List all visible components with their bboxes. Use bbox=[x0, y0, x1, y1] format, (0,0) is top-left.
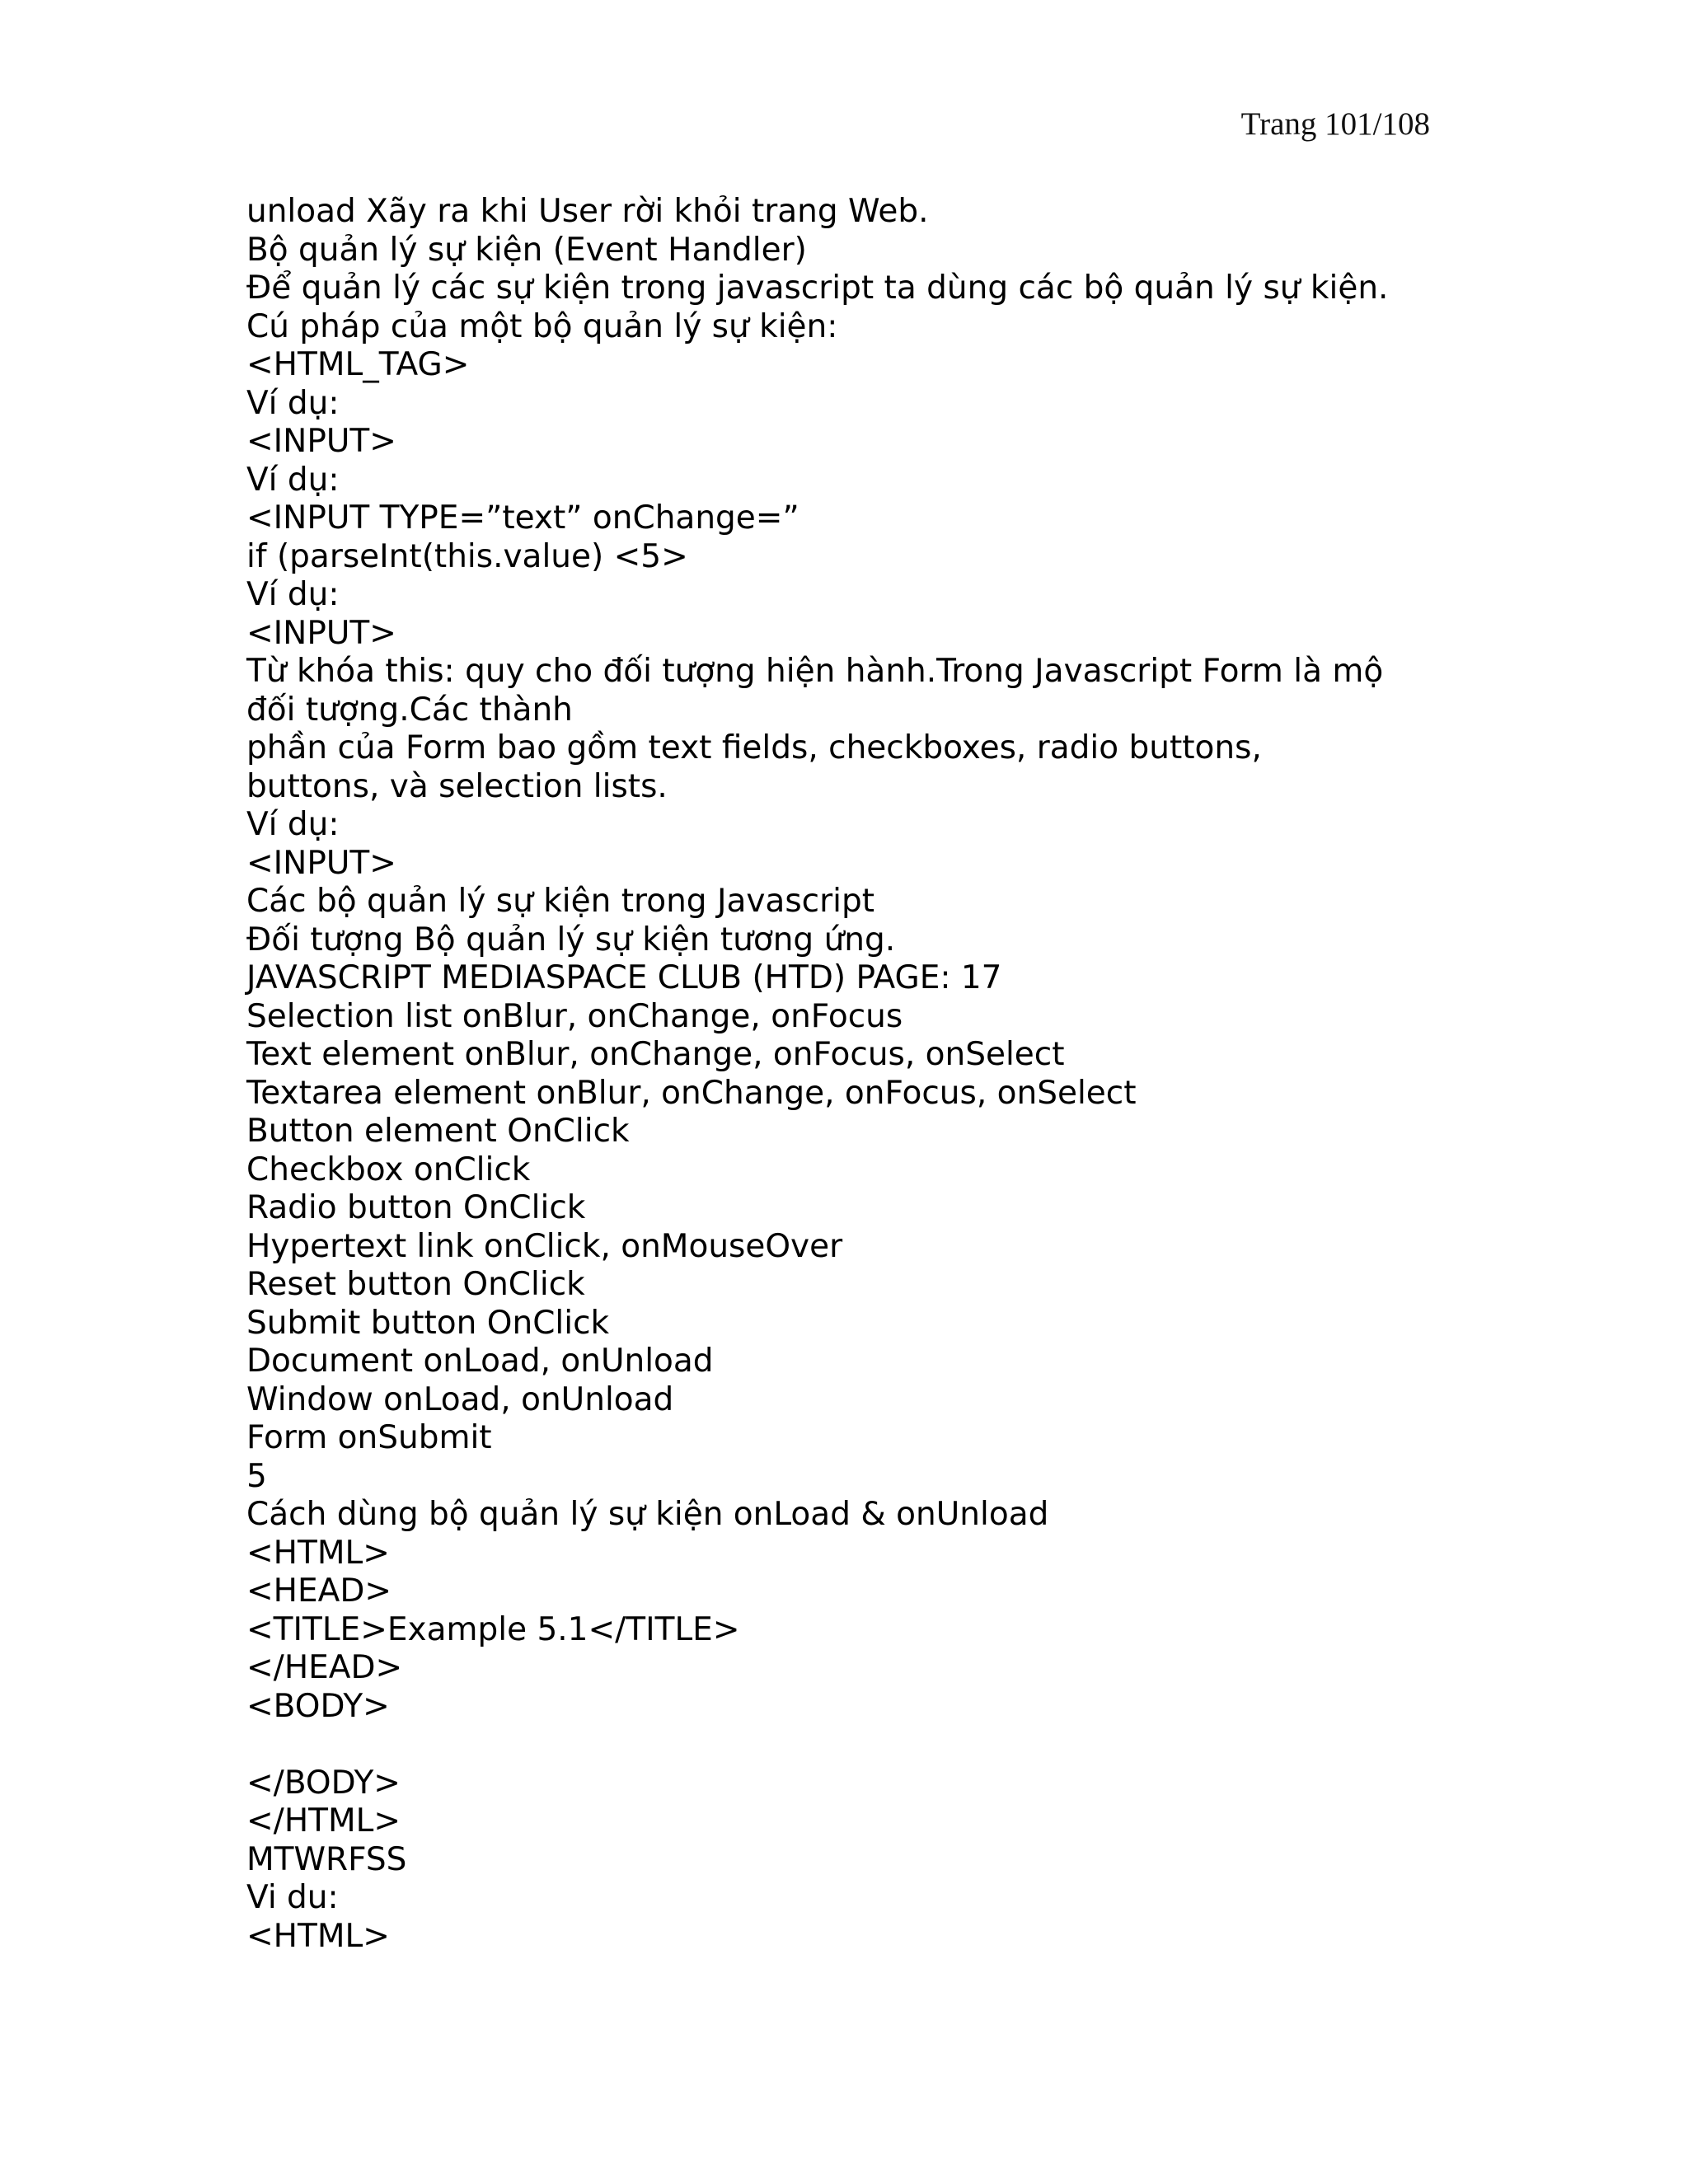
text-line: Vi du: bbox=[246, 1879, 339, 1916]
text-line: <INPUT> bbox=[246, 844, 396, 882]
text-line: <INPUT> bbox=[246, 614, 396, 652]
text-line: if (parseInt(this.value) <5> bbox=[246, 537, 688, 575]
text-line: </HTML> bbox=[246, 1802, 401, 1840]
text-line: <INPUT> bbox=[246, 423, 396, 460]
text-line: Từ khóa this: quy cho đối tượng hiện hành.Trong Javascript Form là mộ bbox=[246, 653, 1384, 690]
text-line: </BODY> bbox=[246, 1764, 401, 1802]
text-line: Cú pháp của một bộ quản lý sự kiện: bbox=[246, 307, 838, 345]
text-line: Bộ quản lý sự kiện (Event Handler) bbox=[246, 231, 807, 269]
text-line: đối tượng.Các thành bbox=[246, 691, 573, 729]
text-line: Checkbox onClick bbox=[246, 1151, 531, 1188]
text-line: Selection list onBlur, onChange, onFocus bbox=[246, 997, 903, 1035]
text-line: unload Xãy ra khi User rời khỏi trang Web. bbox=[246, 193, 929, 230]
text-line: <INPUT TYPE=”text” onChange=” bbox=[246, 499, 799, 537]
blank-line bbox=[246, 1726, 1442, 1765]
text-line: Ví dụ: bbox=[246, 461, 340, 499]
text-line: Radio button OnClick bbox=[246, 1189, 586, 1226]
text-line: Text element onBlur, onChange, onFocus, onSelect bbox=[246, 1036, 1065, 1073]
text-line: <HEAD> bbox=[246, 1572, 392, 1610]
text-line: MTWRFSS bbox=[246, 1840, 407, 1878]
text-line: <TITLE>Example 5.1</TITLE> bbox=[246, 1610, 740, 1648]
text-line: Các bộ quản lý sự kiện trong Javascript bbox=[246, 883, 875, 920]
text-line: <HTML> bbox=[246, 1534, 390, 1572]
text-line: <BODY> bbox=[246, 1687, 390, 1725]
text-line: phần của Form bao gồm text fields, checkboxes, radio buttons, bbox=[246, 729, 1262, 766]
text-line: <HTML> bbox=[246, 1917, 390, 1955]
text-line: Ví dụ: bbox=[246, 384, 340, 422]
text-line: Đối tượng Bộ quản lý sự kiện tương ứng. bbox=[246, 921, 896, 958]
text-line: Reset button OnClick bbox=[246, 1266, 585, 1303]
text-line: JAVASCRIPT MEDIASPACE CLUB (HTD) PAGE: 17 bbox=[246, 959, 1002, 996]
page-body bbox=[246, 193, 1442, 1956]
text-line: </HEAD> bbox=[246, 1649, 403, 1686]
text-line: Window onLoad, onUnload bbox=[246, 1380, 674, 1418]
text-line: Cách dùng bộ quản lý sự kiện onLoad & onUnload bbox=[246, 1496, 1049, 1533]
text-line: Hypertext link onClick, onMouseOver bbox=[246, 1227, 843, 1265]
text-line: buttons, và selection lists. bbox=[246, 767, 668, 805]
text-line: Form onSubmit bbox=[246, 1419, 492, 1456]
text-line: Textarea element onBlur, onChange, onFocus, onSelect bbox=[246, 1074, 1137, 1112]
text-line: Để quản lý các sự kiện trong javascript ta dùng các bộ quản lý sự kiện. bbox=[246, 269, 1389, 307]
text-line: Button element OnClick bbox=[246, 1113, 630, 1150]
text-line: Ví dụ: bbox=[246, 576, 340, 613]
text-line: Ví dụ: bbox=[246, 806, 340, 843]
page-number: Trang 101/108 bbox=[1240, 106, 1430, 142]
text-line: 5 bbox=[246, 1457, 267, 1495]
text-line: <HTML_TAG> bbox=[246, 346, 470, 383]
text-line: Document onLoad, onUnload bbox=[246, 1343, 714, 1380]
text-line: Submit button OnClick bbox=[246, 1304, 610, 1342]
